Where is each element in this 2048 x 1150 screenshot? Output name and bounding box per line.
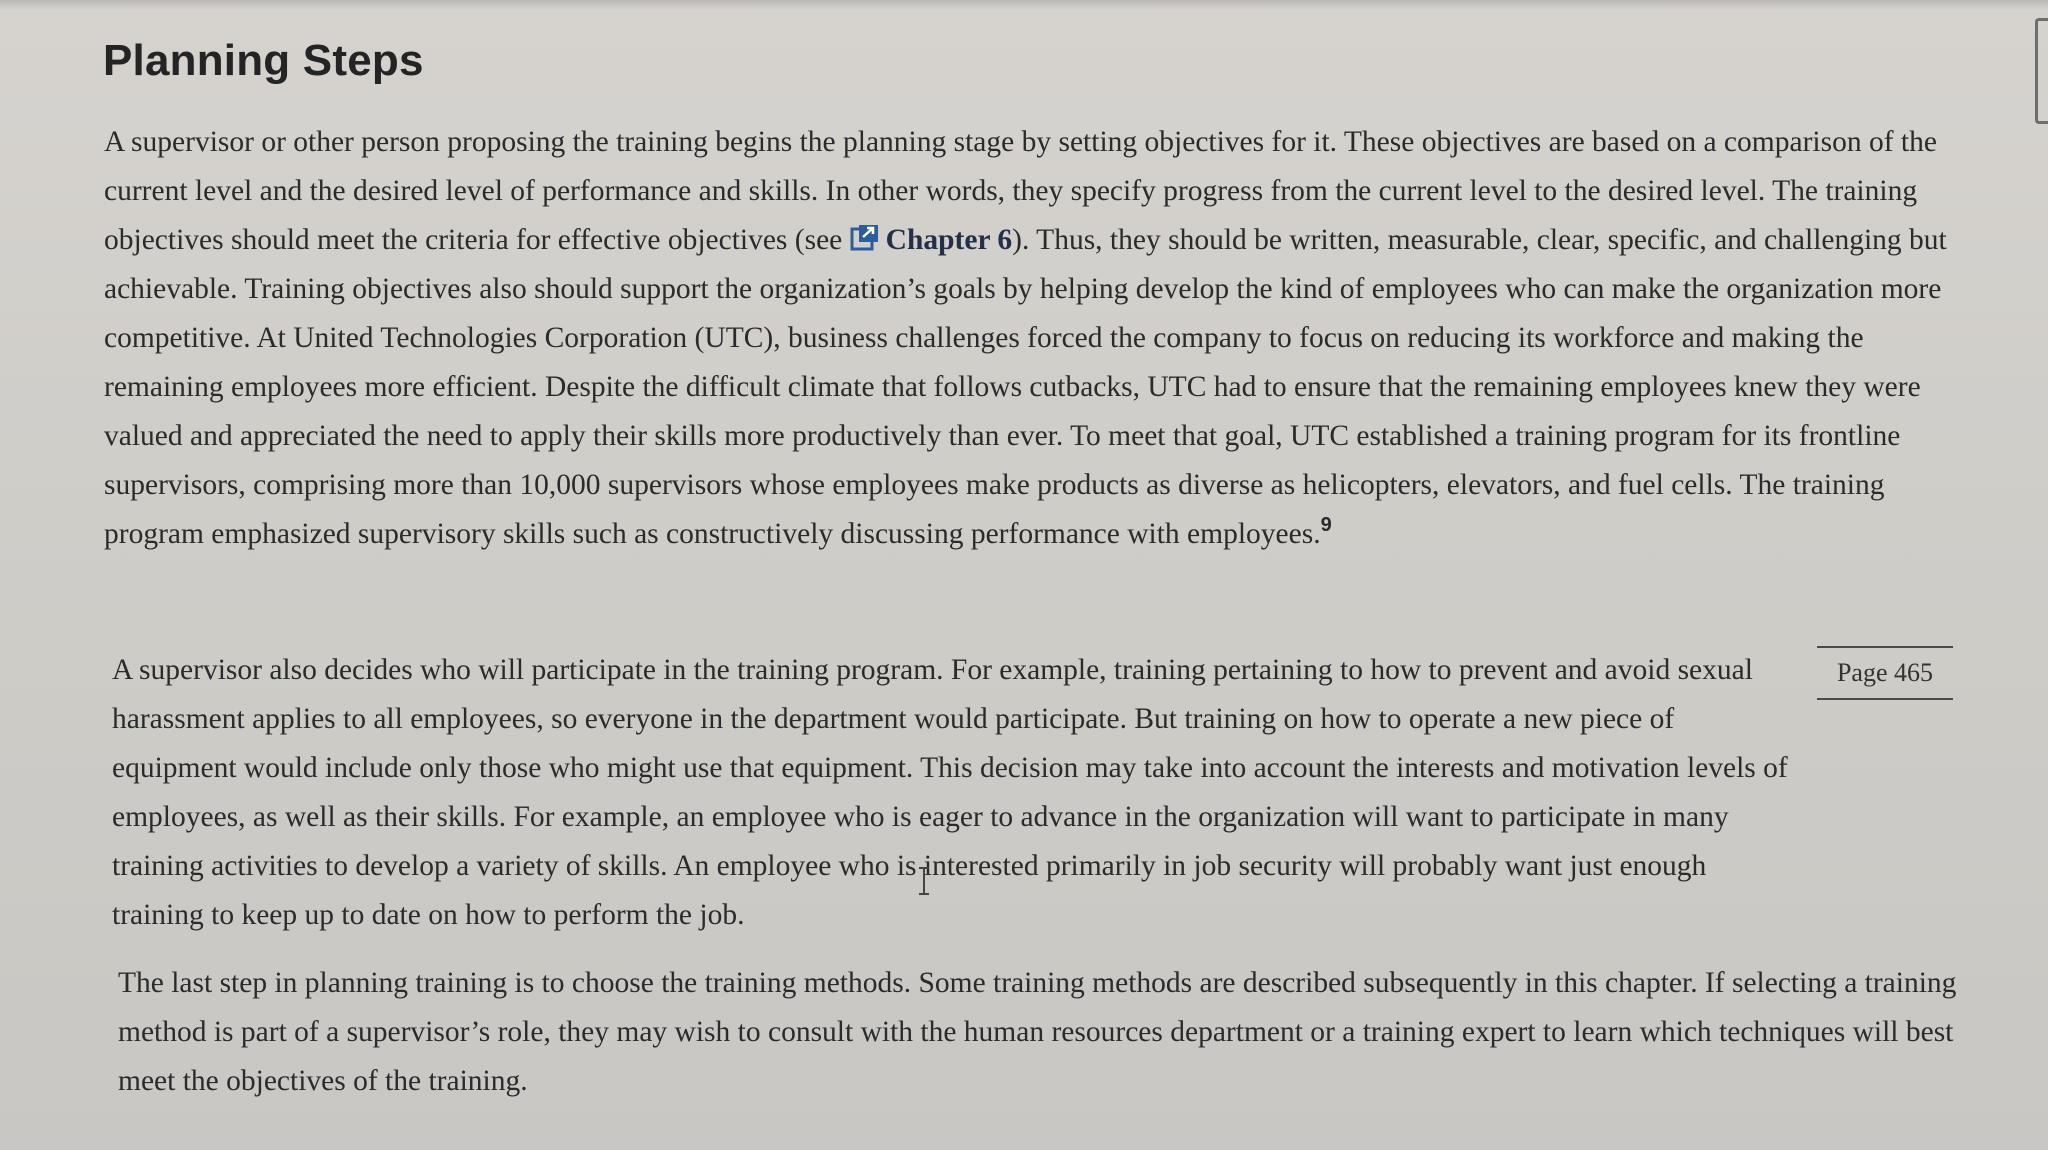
page-number-marker: Page 465 [1817, 646, 1953, 700]
right-side-tab[interactable] [2035, 18, 2048, 124]
screen-top-shadow [0, 0, 2048, 10]
text-cursor-icon [916, 866, 932, 896]
chapter-6-link[interactable] [850, 224, 1012, 256]
paragraph-objectives-text-after: ). Thus, they should be written, measurable, clear, specific, and challenging but achievable. Training objectives also should support the organization’s goals by helping develop the kind of employees who can make the organization more competitive. At United Technologies Corporation (UTC), business challenges forced the company to focus on reducing its workforce and making the remaining employees more efficient. Despite the difficult climate that follows cutbacks, UTC had to ensure that the remaining employees knew they were valued and appreciated the need to apply their skills more productively than ever. To meet that goal, UTC established a training program for its frontline supervisors, comprising more than 10,000 supervisors whose employees make products as diverse as helicopters, elevators, and fuel cells. The training program emphasized supervisory skills such as constructively discussing performance with employees. [104, 224, 1947, 550]
section-title: Planning Steps [103, 36, 424, 85]
external-link-icon [850, 223, 880, 253]
paragraph-objectives-text-before: A supervisor or other person proposing the training begins the planning stage by setting objectives for it. These objectives are based on a comparison of the current level and the desired level of performance and skills. In other words, they specify progress from the current level to the desired level. The training objectives should meet the criteria for effective objectives (see [104, 126, 1937, 256]
paragraph-participants: A supervisor also decides who will participate in the training program. For example, training pertaining to how to prevent and avoid sexual harassment applies to all employees, so everyone in the department would participate. But training on how to operate a new piece of equipment would include only those who might use that equipment. This decision may take into account the interests and motivation levels of employees, as well as their skills. For example, an employee who is eager to advance in the organization will want to participate in many training activities to develop a variety of skills. An employee who is interested primarily in job security will probably want just enough training to keep up to date on how to perform the job. [112, 654, 1788, 931]
paragraph-objectives [104, 118, 1960, 559]
chapter-6-link-label: Chapter 6 [885, 224, 1013, 256]
paragraph-training-methods: The last step in planning training is to choose the training methods. Some training methods are described subsequently in this chapter. If selecting a training method is part of a supervisor’s role, they may wish to consult with the human resources department or a training expert to learn which techniques will best meet the objectives of the training. [118, 967, 1957, 1097]
footnote-marker[interactable]: 9 [1320, 514, 1332, 536]
